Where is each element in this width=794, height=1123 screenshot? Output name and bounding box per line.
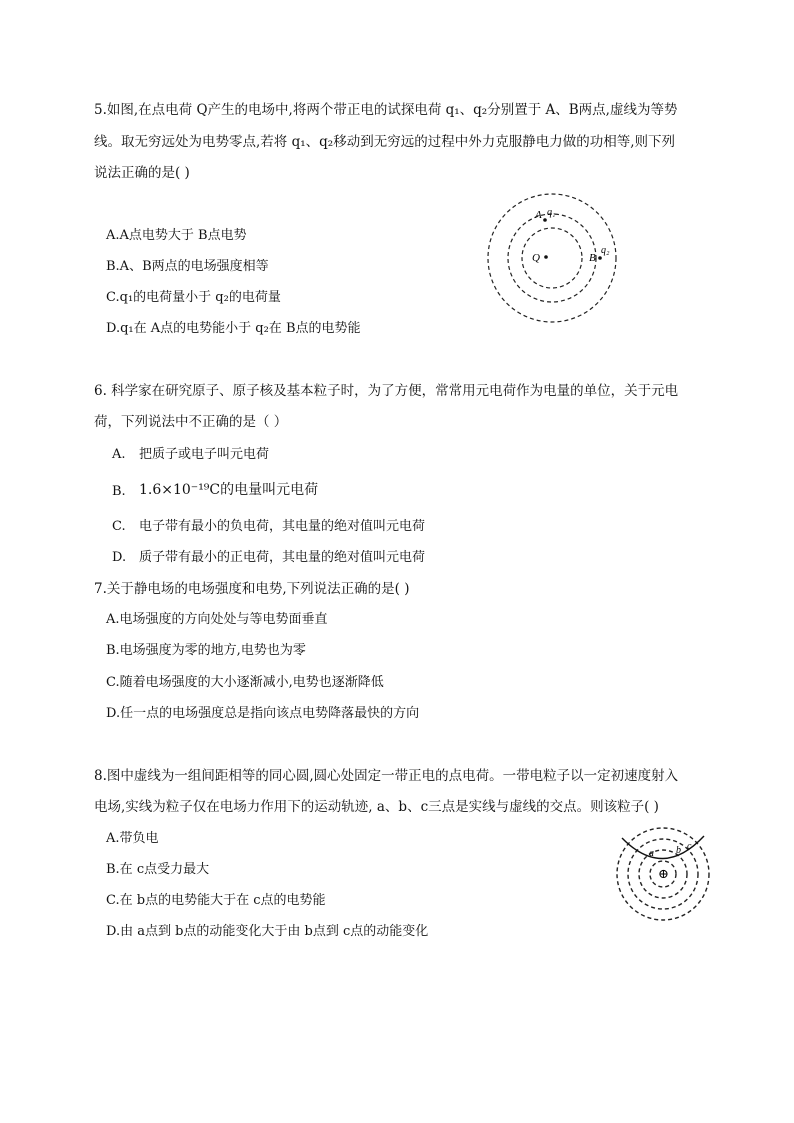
q6-option-a-text: 把质子或电子叫元电荷 xyxy=(139,447,270,462)
label-q1: q₁ xyxy=(547,207,556,218)
q8-stem-line-1: 8.图中虚线为一组间距相等的同心圆,圆心处固定一带正电的点电荷。一带电粒子以一定初速度射入 xyxy=(94,768,679,784)
q5-option-c: C.q₁的电荷量小于 q₂的电荷量 xyxy=(106,290,281,305)
q6-option-c-letter: C. xyxy=(112,519,126,534)
q6-option-a-letter: A. xyxy=(112,447,126,462)
q7-stem: 7.关于静电场的电场强度和电势,下列说法正确的是( ) xyxy=(94,581,410,597)
label-b: b xyxy=(676,845,681,856)
q5-option-b: B.A、B两点的电场强度相等 xyxy=(106,259,269,274)
q6-option-d-letter: D. xyxy=(112,550,127,565)
q5-stem-line-2: 线。取无穷远处为电势零点,若将 q₁、q₂移动到无穷远的过程中外力克服静电力做的功相等,则下列 xyxy=(94,134,675,150)
positive-charge-symbol: ⊕ xyxy=(658,866,669,881)
q6-stem-line-1: 6. 科学家在研究原子、原子核及基本粒子时，为了方便，常常用元电荷作为电量的单位，关于元电 xyxy=(94,383,679,399)
q8-option-b: B.在 c点受力最大 xyxy=(106,862,210,877)
q7-option-c: C.随着电场强度的大小逐渐减小,电势也逐渐降低 xyxy=(106,675,384,690)
q8-option-d: D.由 a点到 b点的动能变化大于由 b点到 c点的动能变化 xyxy=(106,924,429,939)
q7-option-a: A.电场强度的方向处处与等电势面垂直 xyxy=(106,612,328,627)
q5-equipotential-figure xyxy=(484,190,624,334)
label-q2: q₂ xyxy=(601,245,610,256)
q6-option-b-letter: B. xyxy=(112,484,126,499)
q5-stem-line-1: 5.如图,在点电荷 Q产生的电场中,将两个带正电的试探电荷 q₁、q₂分别置于 A、B两点,虚线为等势 xyxy=(94,102,678,118)
label-c: c xyxy=(687,841,692,852)
label-A: A xyxy=(535,209,542,221)
q8-option-a: A.带负电 xyxy=(106,831,159,846)
label-Q: Q xyxy=(532,252,540,264)
q7-option-d: D.任一点的电场强度总是指向该点电势降落最快的方向 xyxy=(106,706,420,721)
q6-option-d-text: 质子带有最小的正电荷，其电量的绝对值叫元电荷 xyxy=(139,550,426,565)
q8-concentric-circles-figure xyxy=(612,824,716,932)
q5-option-a: A.A点电势大于 B点电势 xyxy=(106,228,247,243)
q6-stem-line-2: 荷，下列说法中不正确的是（ ） xyxy=(94,414,288,430)
q5-option-d: D.q₁在 A点的电势能小于 q₂在 B点的电势能 xyxy=(106,321,361,336)
q6-option-c-text: 电子带有最小的负电荷，其电量的绝对值叫元电荷 xyxy=(139,519,426,534)
label-B: B xyxy=(589,252,596,264)
q5-stem-line-3: 说法正确的是( ) xyxy=(94,165,190,181)
q8-option-c: C.在 b点的电势能大于在 c点的电势能 xyxy=(106,893,326,908)
label-a: a xyxy=(649,848,654,859)
q6-option-b-text: 1.6×10⁻¹⁹C的电量叫元电荷 xyxy=(139,482,319,498)
q8-stem-line-2: 电场,实线为粒子仅在电场力作用下的运动轨迹, a、b、c三点是实线与虚线的交点。则该粒子( ) xyxy=(94,799,659,815)
q7-option-b: B.电场强度为零的地方,电势也为零 xyxy=(106,643,306,658)
